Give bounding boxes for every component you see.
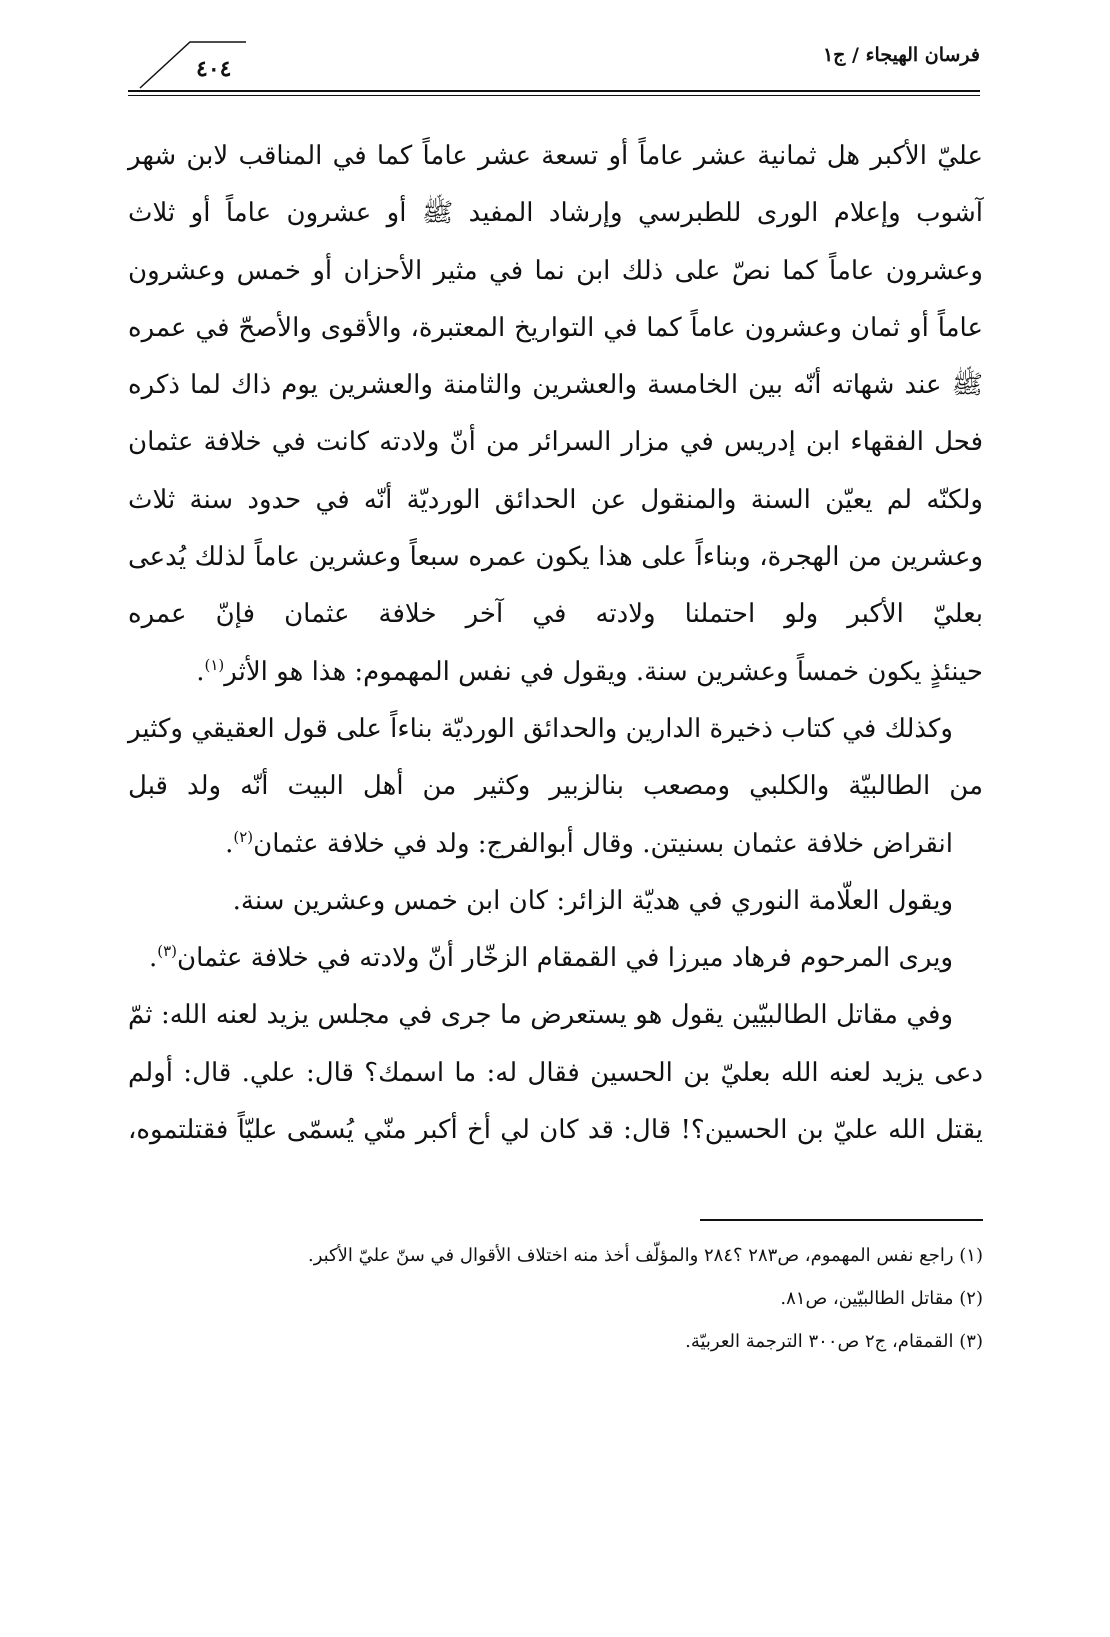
footnote-3: (٣) القمقام، ج٢ ص٣٠٠ الترجمة العربيّة. [685, 1331, 983, 1352]
paragraph-1-last-line: حينئذٍ يكون خمساً وعشرين سنة. ويقول في نفس المهموم: هذا هو الأثر$^{(١)}$. [196, 655, 983, 687]
paragraph-3-text: ويقول العلّامة النوري في هديّة الزائر: كان ابن خمس وعشرين سنة. [232, 885, 953, 916]
paragraph-4: ويرى المرحوم فرهاد ميرزا في القمقام الزخّار أنّ ولادته في خلافة عثمان$^{(٣)}$. [148, 942, 953, 974]
running-header [0, 0, 1110, 110]
paragraph-1 [128, 128, 983, 701]
footnote-ref-3[interactable]: (٣) [157, 942, 178, 961]
main-text [128, 128, 983, 1159]
paragraph-2-last-line: انقراض خلافة عثمان بسنيتن. وقال أبوالفرج: ولد في خلافة عثمان$^{(٢)}$. [225, 827, 953, 859]
paragraph-4-text: ويرى المرحوم فرهاد ميرزا في القمقام الزخّار أنّ ولادته في خلافة عثمان [177, 943, 953, 974]
footnote-ref-1[interactable]: (١) [204, 655, 225, 674]
footnote-2: (٢) مقاتل الطالبيّين، ص٨١. [780, 1288, 983, 1309]
header-rule [128, 90, 980, 92]
page-number: ٤٠٤ [196, 56, 232, 82]
paragraph-1-last-text: حينئذٍ يكون خمساً وعشرين سنة. ويقول في نفس المهموم: هذا هو الأثر [224, 656, 983, 687]
paragraph-2-text: وكذلك في كتاب ذخيرة الدارين والحدائق الورديّة بناءاً على قول العقيقي وكثير من الطالبيّة والكلبي ومصعب بنالزبير وكثير من أهل البيت أنّه ولد قبل [128, 713, 983, 802]
book-title: فرسان الهيجاء / ج١ [822, 44, 980, 66]
paragraph-5 [128, 987, 983, 1159]
paragraph-3 [128, 873, 983, 930]
paragraph-5-text: وفي مقاتل الطالبيّين يقول هو يستعرض ما جرى في مجلس يزيد لعنه الله: ثمّ دعى يزيد لعنه الله بعليّ بن الحسين فقال له: ما اسمك؟ قال: علي. قال: أولم يقتل الله عليّ بن الحسين؟! قال: قد كان لي أخ أكبر منّي يُسمّى عليّاً فقتلتموه، [128, 1000, 983, 1146]
paragraph-2-last-text: انقراض خلافة عثمان بسنيتن. وقال أبوالفرج: ولد في خلافة عثمان [253, 828, 953, 859]
header-ornament-icon [138, 38, 248, 90]
footnote-1: (١) راجع نفس المهموم، ص٢٨٣ ؟٢٨٤ والمؤلّف أخذ منه اختلاف الأقوال في سنّ عليّ الأكبر. [307, 1245, 983, 1266]
footnote-ref-2[interactable]: (٢) [233, 827, 254, 846]
footnotes [128, 1234, 983, 1363]
header-rule-thin [128, 95, 980, 96]
footnote-separator [700, 1219, 983, 1221]
paragraph-1-text: عليّ الأكبر هل ثمانية عشر عاماً أو تسعة عشر عاماً كما في المناقب لابن شهر آشوب وإعلام الورى للطبرسي وإرشاد المفيد ﷺ أو عشرون عاماً أو ثلاث وعشرون عاماً كما نصّ على ذلك ابن نما في مثير الأحزان أو خمس وعشرون عاماً أو ثمان وعشرون عاماً كما في التواريخ المعتبرة، والأقوى والأصحّ في عمره ﷺ عند شهاته أنّه بين الخامسة والعشرين والثامنة والعشرين يوم ذاك لما ذكره فحل الفقهاء ابن إدريس في مزار السرائر من أنّ ولادته كانت في خلافة عثمان ولكنّه لم يعيّن السنة والمنقول عن الحدائق الورديّة أنّه في حدود سنة ثلاث وعشرين من الهجرة، وبناءاً على هذا يكون عمره سبعاً وعشرين عاماً لذلك يُدعى بعليّ الأكبر ولو احتملنا ولادته في آخر خلافة عثمان فإنّ عمره [128, 141, 984, 630]
paragraph-2 [128, 701, 983, 873]
